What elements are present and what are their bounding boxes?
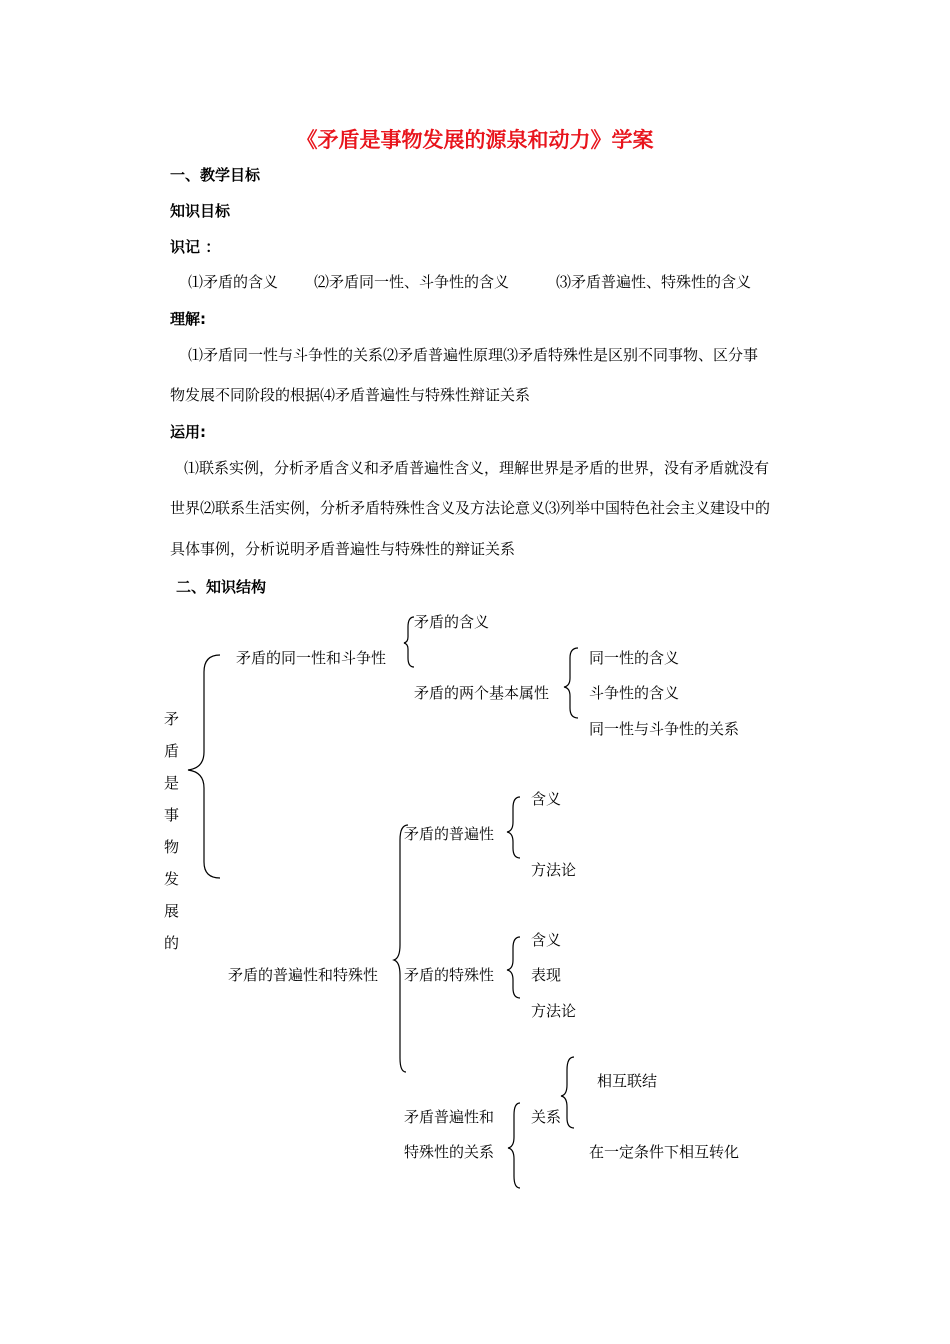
relation-label: 关系: [531, 1108, 562, 1126]
identity-struggle-node: 矛盾的同一性和斗争性: [236, 649, 387, 667]
attribute-item: 同一性与斗争性的关系: [589, 720, 740, 738]
root-char: 展: [164, 902, 180, 920]
root-char: 是: [164, 774, 180, 792]
knowledge-goal-heading: 知识目标: [170, 202, 231, 220]
root-char: 事: [164, 806, 180, 824]
particularity-node: 矛盾的特殊性: [404, 966, 495, 984]
root-brace: [188, 655, 220, 878]
basic-attributes-node: 矛盾的两个基本属性: [414, 684, 550, 702]
root-char: 发: [164, 870, 180, 888]
contradiction-meaning-node: 矛盾的含义: [414, 613, 490, 631]
relation-item: 相互联结: [597, 1072, 658, 1090]
section1-heading: 一、教学目标: [170, 166, 261, 184]
identity-brace: [404, 617, 414, 667]
understand-line: 物发展不同阶段的根据⑷矛盾普遍性与特殊性辩证关系: [170, 386, 531, 404]
relation-node-line1: 矛盾普遍性和: [404, 1108, 495, 1126]
apply-line: 世界⑵联系生活实例，分析矛盾特殊性含义及方法论意义⑶列举中国特色社会主义建设中的: [170, 499, 771, 517]
relation-outer-brace: [508, 1103, 520, 1188]
universality-particularity-node: 矛盾的普遍性和特殊性: [228, 966, 379, 984]
universality-item: 方法论: [531, 861, 577, 879]
particularity-item: 含义: [531, 931, 562, 949]
root-char: 物: [164, 838, 180, 856]
section2-heading: 二、知识结构: [176, 578, 267, 596]
root-char: 的: [164, 934, 180, 952]
attribute-item: 斗争性的含义: [589, 684, 680, 702]
attributes-brace: [564, 648, 578, 718]
universality-brace: [507, 797, 520, 858]
memorize-item: ⑶矛盾普遍性、特殊性的含义: [556, 273, 752, 291]
relation-inner-brace: [561, 1057, 574, 1128]
memorize-label: 识记 ：: [170, 238, 221, 256]
understand-line: ⑴矛盾同一性与斗争性的关系⑵矛盾普遍性原理⑶矛盾特殊性是区别不同事物、区分事: [188, 346, 759, 364]
universality-particularity-brace: [394, 825, 408, 1072]
relation-item: 在一定条件下相互转化: [589, 1143, 740, 1161]
root-char: 矛: [164, 710, 180, 728]
document-title: 《矛盾是事物发展的源泉和动力》学案: [296, 128, 654, 152]
relation-node-line2: 特殊性的关系: [404, 1143, 495, 1161]
understand-label: 理解:: [170, 310, 206, 328]
apply-line: ⑴联系实例，分析矛盾含义和矛盾普遍性含义，理解世界是矛盾的世界，没有矛盾就没有: [184, 459, 770, 477]
particularity-brace: [507, 937, 520, 998]
memorize-item: ⑵矛盾同一性、斗争性的含义: [314, 273, 510, 291]
memorize-item: ⑴矛盾的含义: [188, 273, 279, 291]
universality-item: 含义: [531, 790, 562, 808]
root-char: 盾: [164, 742, 180, 760]
apply-label: 运用:: [170, 423, 206, 441]
apply-line: 具体事例，分析说明矛盾普遍性与特殊性的辩证关系: [170, 540, 516, 558]
universality-node: 矛盾的普遍性: [404, 825, 495, 843]
attribute-item: 同一性的含义: [589, 649, 680, 667]
particularity-item: 表现: [531, 966, 562, 984]
particularity-item: 方法论: [531, 1002, 577, 1020]
